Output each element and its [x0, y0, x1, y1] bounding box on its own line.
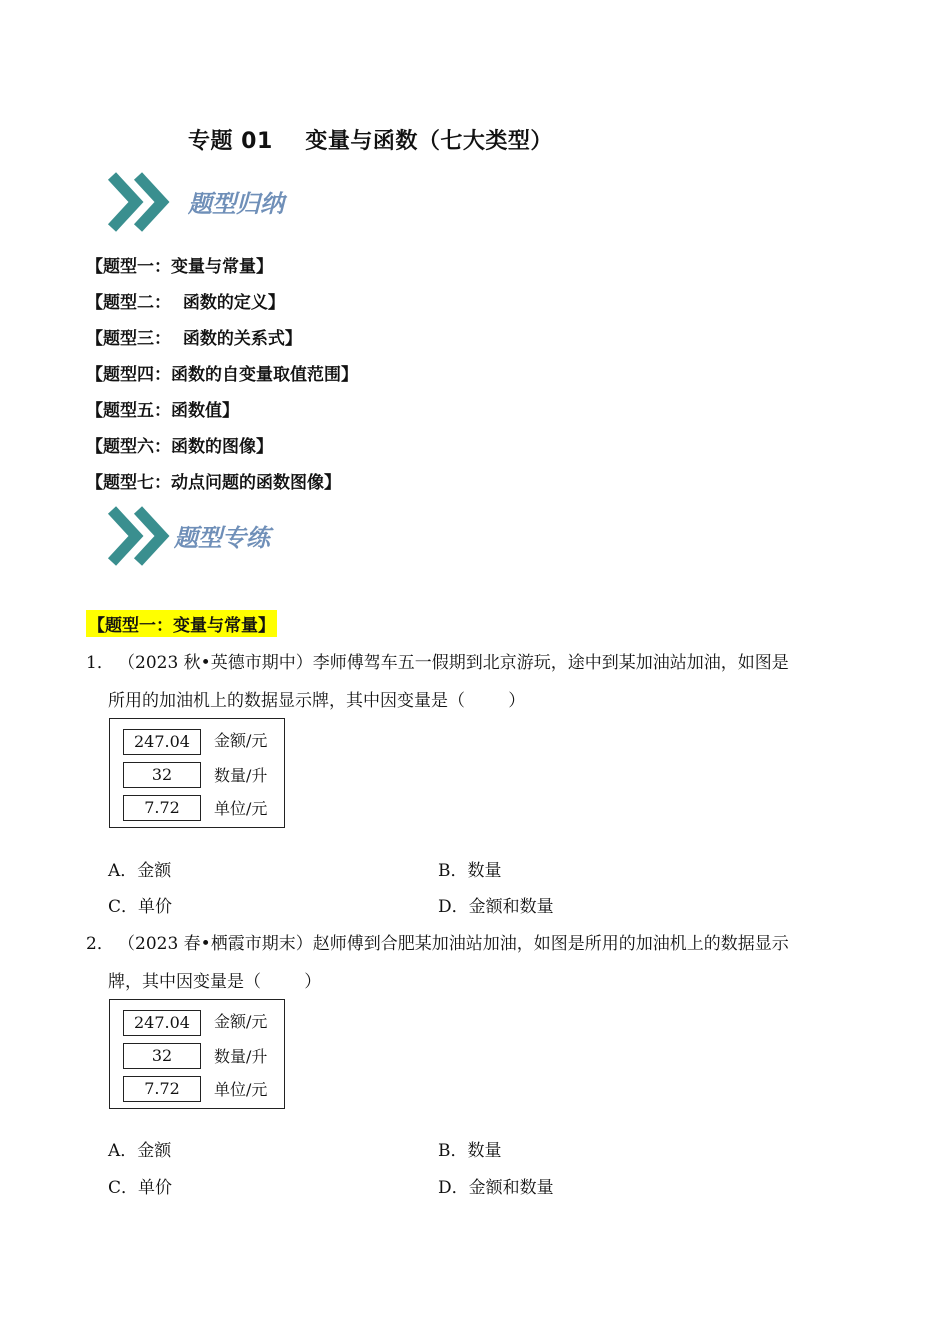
- option-b[interactable]: B．数量: [438, 1141, 502, 1161]
- display-value-amount: 247.04: [123, 1010, 201, 1036]
- question-text: 牌，其中因变量是（ ）: [108, 972, 322, 992]
- banner-title: 题型归纳: [188, 189, 284, 218]
- display-label: 单位/元: [214, 1080, 268, 1099]
- option-a[interactable]: A．金额: [108, 1141, 172, 1161]
- option-d[interactable]: D．金额和数量: [438, 897, 554, 917]
- fuel-pump-display: [109, 718, 285, 828]
- toc-item: 【题型二： 函数的定义】: [86, 293, 285, 313]
- question-text: （2023 秋•英德市期中）李师傅驾车五一假期到北京游玩，途中到某加油站加油，如图是: [118, 653, 789, 673]
- display-value-quantity: 32: [123, 762, 201, 788]
- question-text: 所用的加油机上的数据显示牌，其中因变量是（ ）: [108, 691, 526, 711]
- option-d[interactable]: D．金额和数量: [438, 1178, 554, 1198]
- double-chevron-icon: [104, 170, 344, 242]
- double-chevron-icon: [104, 504, 344, 576]
- fuel-pump-display: [109, 999, 285, 1109]
- toc-item: 【题型七：动点问题的函数图像】: [86, 473, 341, 493]
- option-c[interactable]: C．单价: [108, 1178, 173, 1198]
- display-value-unit-price: 7.72: [123, 1076, 201, 1102]
- question-text: （2023 春•栖霞市期末）赵师傅到合肥某加油站加油，如图是所用的加油机上的数据显示: [118, 934, 789, 954]
- banner-title: 题型专练: [174, 523, 270, 552]
- banner-practice: [104, 504, 344, 576]
- section-heading: 【题型一：变量与常量】: [86, 610, 277, 637]
- display-label: 数量/升: [214, 766, 268, 785]
- toc-item: 【题型一：变量与常量】: [86, 257, 273, 277]
- option-b[interactable]: B．数量: [438, 861, 502, 881]
- display-label: 数量/升: [214, 1047, 268, 1066]
- display-label: 金额/元: [214, 731, 268, 750]
- toc-item: 【题型六：函数的图像】: [86, 437, 273, 457]
- banner-question-types: [104, 170, 344, 242]
- question-number: 1．: [86, 653, 114, 673]
- display-label: 金额/元: [214, 1012, 268, 1031]
- option-c[interactable]: C．单价: [108, 897, 173, 917]
- display-value-amount: 247.04: [123, 729, 201, 755]
- page-title: 专题 01 变量与函数（七大类型）: [188, 129, 553, 154]
- toc-item: 【题型五：函数值】: [86, 401, 239, 421]
- display-value-quantity: 32: [123, 1043, 201, 1069]
- display-value-unit-price: 7.72: [123, 795, 201, 821]
- toc-item: 【题型三： 函数的关系式】: [86, 329, 302, 349]
- display-label: 单位/元: [214, 799, 268, 818]
- toc-item: 【题型四：函数的自变量取值范围】: [86, 365, 358, 385]
- question-number: 2．: [86, 934, 114, 954]
- option-a[interactable]: A．金额: [108, 861, 172, 881]
